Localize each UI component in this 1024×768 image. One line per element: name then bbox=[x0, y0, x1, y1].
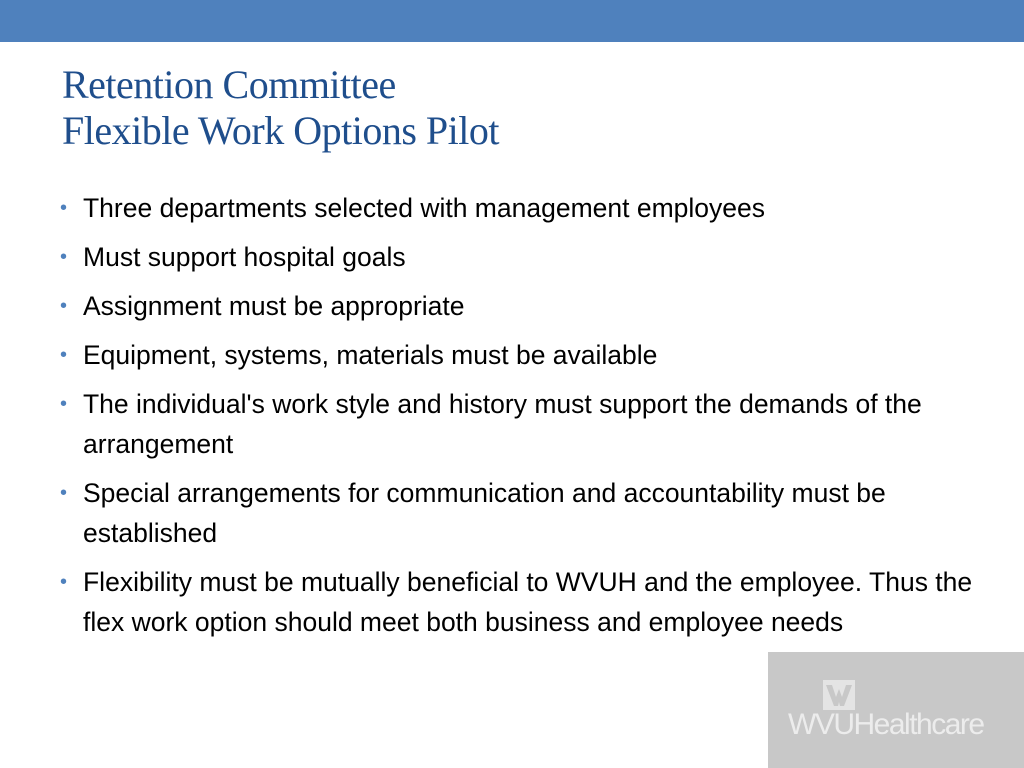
slide-title bbox=[62, 62, 982, 154]
bullet-item bbox=[58, 384, 978, 464]
bullet-icon: • bbox=[60, 482, 68, 504]
bullet-icon: • bbox=[60, 344, 68, 366]
title-line-2: Flexible Work Options Pilot bbox=[62, 108, 500, 153]
wvu-healthcare-logo bbox=[768, 652, 1024, 768]
bullet-text: Equipment, systems, materials must be available bbox=[83, 340, 658, 370]
bullet-text: Three departments selected with management employees bbox=[83, 193, 765, 223]
bullet-text: Assignment must be appropriate bbox=[83, 291, 465, 321]
bullet-icon: • bbox=[60, 246, 68, 268]
logo-text: WVUHealthcare bbox=[788, 708, 984, 741]
wvu-logo-icon bbox=[823, 680, 855, 710]
bullet-list bbox=[58, 188, 978, 651]
top-accent-bar bbox=[0, 0, 1024, 42]
bullet-icon: • bbox=[60, 393, 68, 415]
bullet-text: Must support hospital goals bbox=[83, 242, 406, 272]
bullet-item bbox=[58, 188, 978, 228]
bullet-item bbox=[58, 562, 978, 642]
bullet-icon: • bbox=[60, 295, 68, 317]
bullet-icon: • bbox=[60, 571, 68, 593]
bullet-text: Flexibility must be mutually beneficial to WVUH and the employee. Thus the flex work option should meet both business and employee needs bbox=[83, 567, 973, 637]
bullet-item bbox=[58, 473, 978, 553]
bullet-item bbox=[58, 286, 978, 326]
bullet-item bbox=[58, 237, 978, 277]
bullet-item bbox=[58, 335, 978, 375]
bullet-icon: • bbox=[60, 197, 68, 219]
bullet-text: The individual's work style and history must support the demands of the arrangement bbox=[83, 389, 922, 459]
bullet-text: Special arrangements for communication and accountability must be established bbox=[83, 478, 886, 548]
title-line-1: Retention Committee bbox=[62, 62, 396, 107]
